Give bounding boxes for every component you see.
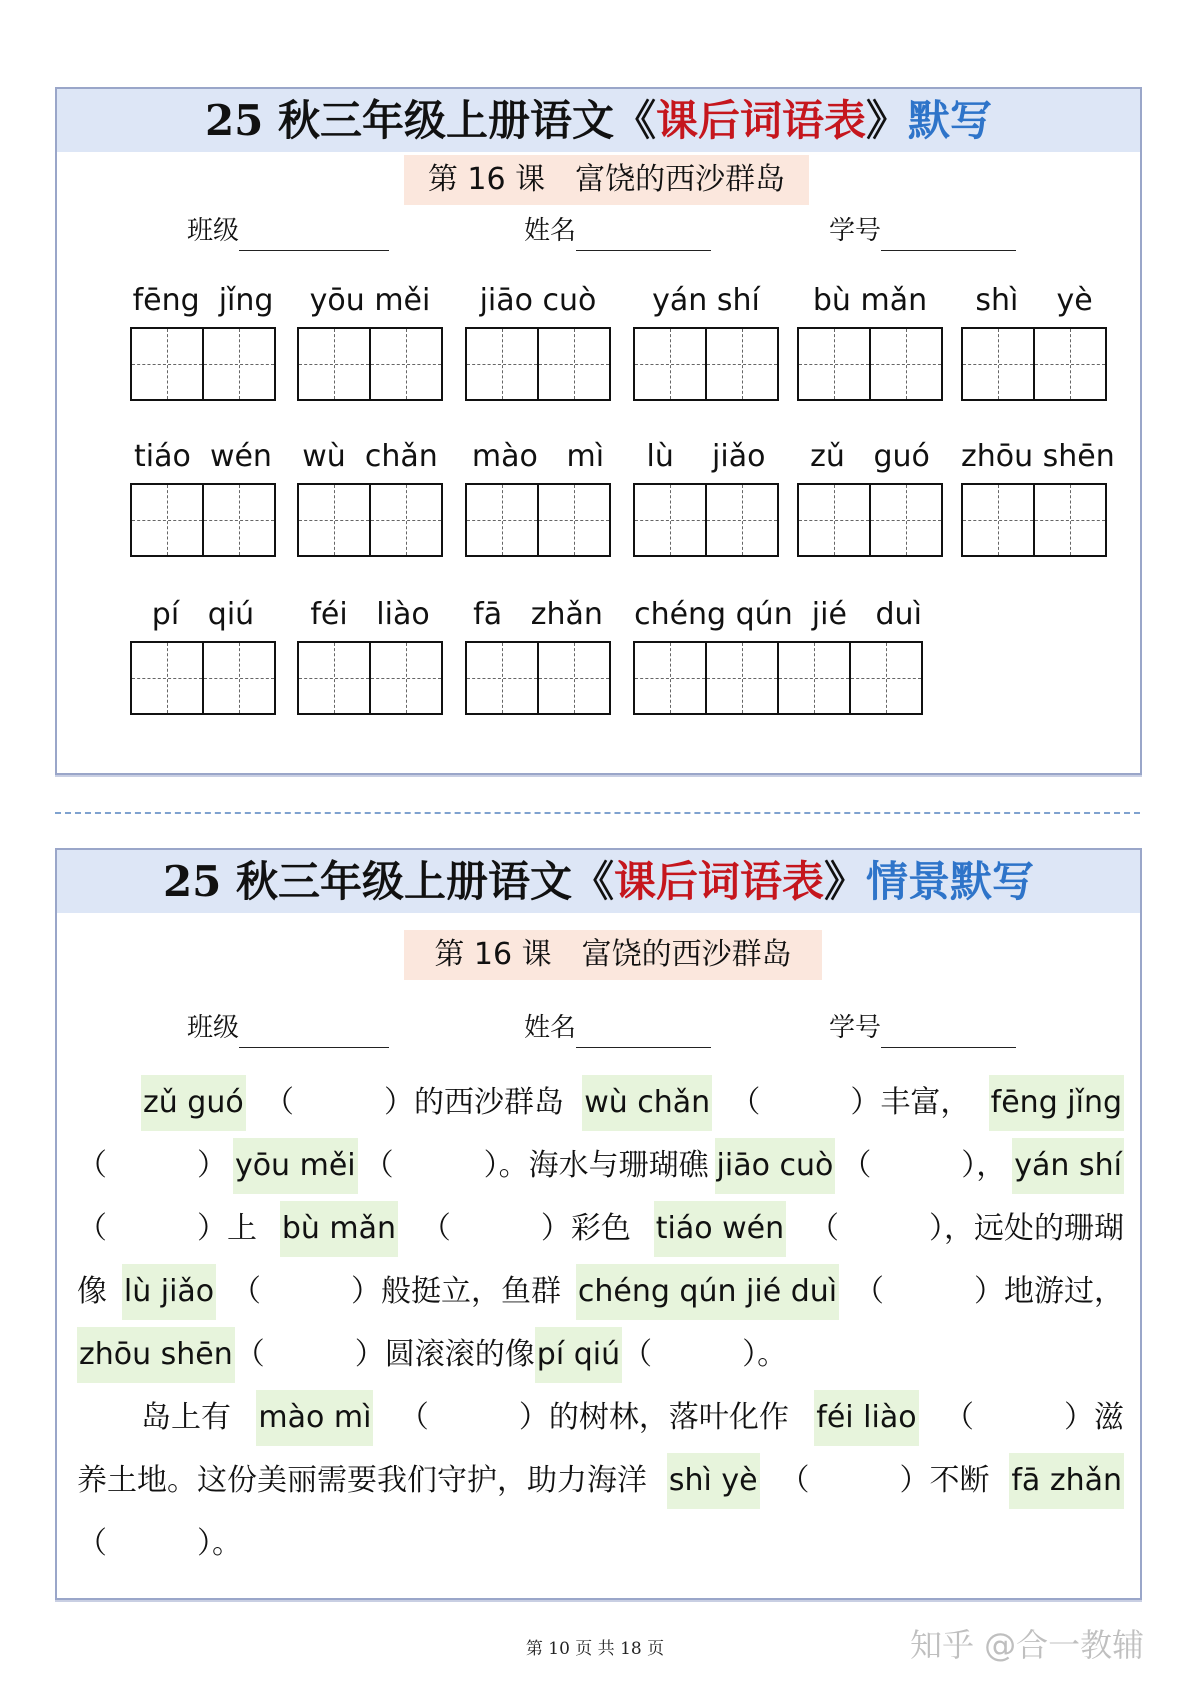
tianzige-cell[interactable]	[465, 641, 539, 715]
word-item	[465, 279, 611, 405]
tianzige-cell[interactable]	[537, 327, 611, 401]
pinyin-label: zǔ guó	[810, 439, 930, 474]
writing-boxes	[130, 483, 276, 557]
section-divider	[55, 812, 1140, 814]
word-item	[961, 279, 1107, 405]
writing-boxes	[961, 483, 1107, 557]
writing-boxes	[633, 327, 779, 401]
writing-boxes	[130, 327, 276, 401]
paragraph-text: 岛上有	[141, 1400, 231, 1435]
word-item	[633, 279, 779, 405]
title-highlight-red: 课后词语表	[656, 96, 867, 145]
word-item	[297, 279, 443, 405]
pinyin-label: shì yè	[975, 283, 1093, 318]
tianzige-cell[interactable]	[130, 641, 204, 715]
pinyin-label: lù jiǎo	[646, 439, 766, 474]
pinyin-prompt: yán shí	[1012, 1138, 1124, 1194]
word-item	[961, 435, 1115, 561]
pinyin-label: jiāo cuò	[479, 283, 597, 318]
paragraph-line	[77, 1327, 1124, 1383]
writing-boxes	[465, 483, 611, 557]
student-number-field[interactable]: 学号	[829, 211, 1016, 251]
paragraph-line	[77, 1075, 1124, 1131]
paragraph-text: （ ），	[841, 1148, 1007, 1183]
pinyin-label: mào mì	[471, 439, 605, 474]
tianzige-cell[interactable]	[705, 327, 779, 401]
title-highlight-blue: 情景默写	[866, 857, 1035, 906]
paragraph-text: （ ），远处的珊瑚	[808, 1211, 1124, 1246]
tianzige-cell[interactable]	[465, 327, 539, 401]
writing-boxes	[465, 327, 611, 401]
pinyin-prompt: fēng jǐng	[989, 1075, 1124, 1131]
pinyin-prompt: jiāo cuò	[715, 1138, 836, 1194]
tianzige-cell[interactable]	[130, 483, 204, 557]
paragraph-text: （ ）。	[77, 1526, 242, 1561]
writing-boxes	[130, 641, 276, 715]
writing-boxes	[797, 483, 943, 557]
name-field[interactable]: 姓名	[524, 211, 711, 251]
pinyin-label: yōu měi	[309, 283, 431, 318]
paragraph-text: 像	[77, 1274, 107, 1309]
paragraph-text: （ ）。海水与珊瑚礁	[363, 1148, 709, 1183]
writing-boxes	[465, 641, 611, 715]
paragraph-line	[77, 1390, 1124, 1446]
paragraph-text: （ ）滋	[944, 1400, 1124, 1435]
paragraph-line	[77, 1453, 1124, 1509]
title-text: 25 秋三年级上册语文《	[162, 857, 615, 906]
word-item	[130, 279, 276, 405]
writing-boxes	[633, 483, 779, 557]
paragraph-line	[77, 1264, 1124, 1320]
tianzige-cell[interactable]	[537, 483, 611, 557]
writing-boxes	[297, 327, 443, 401]
writing-boxes	[797, 327, 943, 401]
paragraph-text: （ ）的西沙群岛	[263, 1085, 564, 1120]
pinyin-label: yán shí	[652, 283, 760, 318]
word-item	[465, 435, 611, 561]
paragraph-text: （ ）上	[77, 1211, 257, 1246]
watermark: 知乎 @合一教辅	[910, 1626, 1145, 1664]
pinyin-label: chéng qún jié duì	[634, 597, 922, 632]
pinyin-prompt: féi liào	[814, 1390, 918, 1446]
tianzige-cell[interactable]	[705, 641, 779, 715]
student-info-row	[57, 1008, 1140, 1048]
pinyin-label: pí qiú	[151, 597, 255, 632]
pinyin-prompt: tiáo wén	[654, 1201, 786, 1257]
pinyin-prompt: bù mǎn	[280, 1201, 398, 1257]
tianzige-cell[interactable]	[130, 327, 204, 401]
tianzige-cell[interactable]	[1033, 483, 1107, 557]
tianzige-cell[interactable]	[777, 641, 851, 715]
pinyin-prompt: mào mì	[256, 1390, 373, 1446]
pinyin-prompt: fā zhǎn	[1009, 1453, 1124, 1509]
name-field[interactable]: 姓名	[524, 1008, 711, 1048]
tianzige-cell[interactable]	[202, 641, 276, 715]
writing-boxes	[961, 327, 1107, 401]
lesson-title: 第 16 课 富饶的西沙群岛	[404, 930, 822, 980]
tianzige-cell[interactable]	[1033, 327, 1107, 401]
pinyin-prompt: chéng qún jié duì	[576, 1264, 839, 1320]
paragraph-text: （ ）般挺立，鱼群	[231, 1274, 562, 1309]
tianzige-cell[interactable]	[869, 327, 943, 401]
context-paragraph	[77, 1075, 1124, 1585]
pinyin-prompt: shì yè	[667, 1453, 760, 1509]
paragraph-line	[77, 1516, 1124, 1572]
pinyin-label: fā zhǎn	[473, 597, 603, 632]
word-item	[297, 435, 443, 561]
tianzige-cell[interactable]	[797, 327, 871, 401]
lesson-title: 第 16 课 富饶的西沙群岛	[404, 155, 809, 205]
paragraph-text: （ ）的树林，落叶化作	[398, 1400, 789, 1435]
class-field[interactable]: 班级	[187, 211, 389, 251]
paragraph-text: 养土地。这份美丽需要我们守护，助力海洋	[77, 1463, 647, 1498]
tianzige-cell[interactable]	[202, 327, 276, 401]
pinyin-prompt: wù chǎn	[582, 1075, 712, 1131]
paragraph-line	[77, 1201, 1124, 1257]
word-item	[797, 435, 943, 561]
paragraph-text: （ ）	[77, 1148, 227, 1183]
pinyin-label: féi liào	[310, 597, 430, 632]
pinyin-label: tiáo wén	[134, 439, 272, 474]
title-text: 25 秋三年级上册语文《	[204, 96, 657, 145]
word-item	[633, 435, 779, 561]
word-item	[297, 593, 443, 719]
tianzige-cell[interactable]	[537, 641, 611, 715]
word-item	[633, 593, 923, 719]
paragraph-text: （ ）。	[622, 1337, 788, 1372]
sheet-title	[57, 854, 1140, 910]
writing-boxes	[297, 483, 443, 557]
paragraph-text: （ ）丰富，	[730, 1085, 971, 1120]
tianzige-cell[interactable]	[465, 483, 539, 557]
tianzige-cell[interactable]	[633, 327, 707, 401]
pinyin-prompt: zǔ guó	[141, 1075, 246, 1131]
tianzige-cell[interactable]	[369, 327, 443, 401]
pinyin-label: wù chǎn	[302, 439, 438, 474]
title-highlight-blue: 默写	[908, 96, 993, 145]
tianzige-cell[interactable]	[297, 483, 371, 557]
word-item	[465, 593, 611, 719]
paragraph-line	[77, 1138, 1124, 1194]
pinyin-label: bù mǎn	[812, 283, 928, 318]
tianzige-cell[interactable]	[705, 483, 779, 557]
pinyin-prompt: zhōu shēn	[77, 1327, 235, 1383]
tianzige-cell[interactable]	[797, 483, 871, 557]
pinyin-label: fēng jǐng	[132, 283, 274, 318]
pinyin-prompt: pí qiú	[535, 1327, 622, 1383]
paragraph-text: （ ）不断	[779, 1463, 990, 1498]
paragraph-text: （ ）地游过，	[853, 1274, 1124, 1309]
pinyin-label: zhōu shēn	[961, 439, 1115, 474]
tianzige-cell[interactable]	[369, 641, 443, 715]
title-text-close: 》	[866, 96, 909, 145]
paragraph-text: （ ）圆滚滚的像	[234, 1337, 535, 1372]
word-item	[797, 279, 943, 405]
tianzige-cell[interactable]	[202, 483, 276, 557]
tianzige-cell[interactable]	[297, 641, 371, 715]
pinyin-prompt: lù jiǎo	[122, 1264, 216, 1320]
paragraph-text: （ ）彩色	[420, 1211, 631, 1246]
word-item	[130, 435, 276, 561]
tianzige-cell[interactable]	[849, 641, 923, 715]
tianzige-cell[interactable]	[369, 483, 443, 557]
tianzige-cell[interactable]	[633, 483, 707, 557]
tianzige-cell[interactable]	[961, 483, 1035, 557]
dictation-sheet-2	[55, 848, 1142, 1600]
page-footer: 第 10 页 共 18 页	[525, 1639, 665, 1659]
title-highlight-red: 课后词语表	[614, 857, 825, 906]
sheet-title	[57, 93, 1140, 149]
writing-boxes	[633, 641, 923, 715]
tianzige-cell[interactable]	[961, 327, 1035, 401]
title-text-close: 》	[824, 857, 867, 906]
tianzige-cell[interactable]	[297, 327, 371, 401]
student-number-field[interactable]: 学号	[829, 1008, 1016, 1048]
student-info-row	[57, 211, 1140, 251]
class-field[interactable]: 班级	[187, 1008, 389, 1048]
word-item	[130, 593, 276, 719]
tianzige-cell[interactable]	[869, 483, 943, 557]
dictation-sheet-1	[55, 87, 1142, 775]
tianzige-cell[interactable]	[633, 641, 707, 715]
writing-boxes	[297, 641, 443, 715]
pinyin-prompt: yōu měi	[233, 1138, 358, 1194]
